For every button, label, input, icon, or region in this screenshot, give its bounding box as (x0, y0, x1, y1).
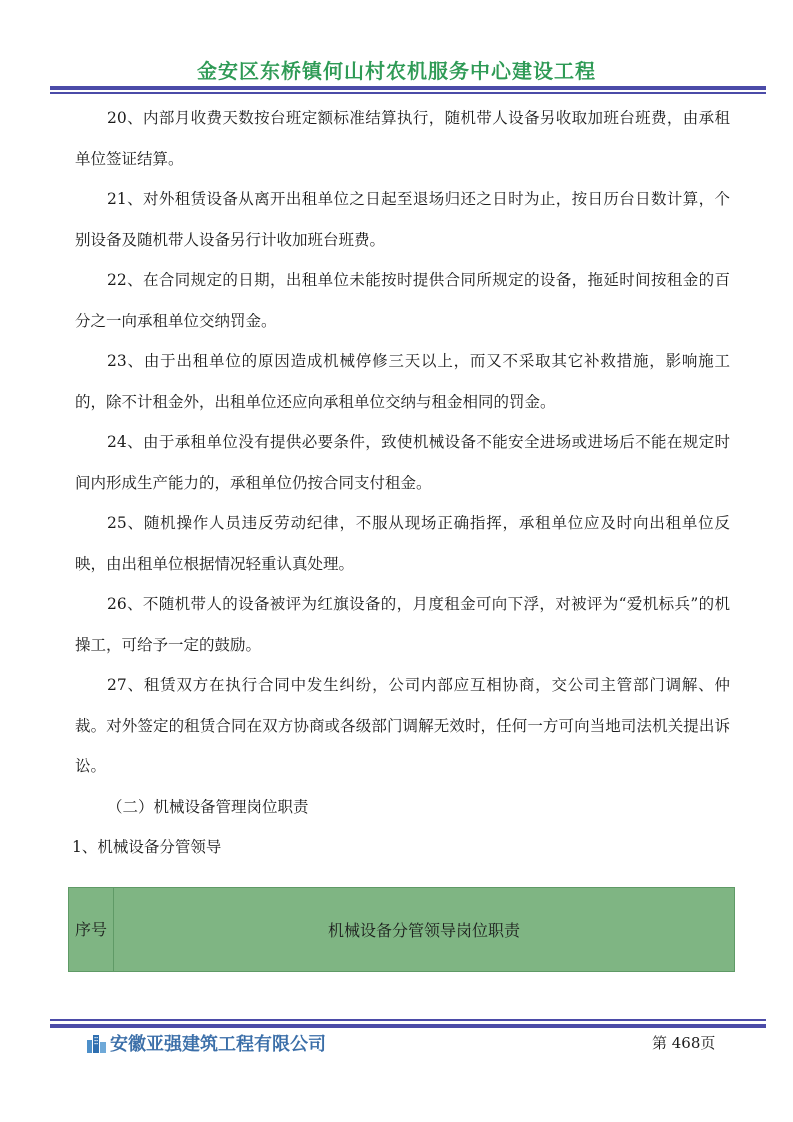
company-name: 安徽亚强建筑工程有限公司 (110, 1034, 326, 1055)
building-logo-icon (86, 1032, 108, 1054)
table-seq-header: 序号 (69, 888, 114, 972)
paragraph-23: 23、由于出租单位的原因造成机械停修三天以上，而又不采取其它补救措施，影响施工的，除不计租金外，出租单位还应向承租单位交纳与租金相同的罚金。 (75, 352, 730, 411)
paragraph-27: 27、租赁双方在执行合同中发生纠纷，公司内部应互相协商，交公司主管部门调解、仲裁。对外签定的租赁合同在双方协商或各级部门调解无效时，任何一方可向当地司法机关提出诉讼。 (75, 676, 730, 775)
page-footer (0, 1030, 793, 1060)
document-header-title: 金安区东桥镇何山村农机服务中心建设工程 (197, 59, 596, 83)
footer-rule-thin (50, 1019, 766, 1021)
document-body (72, 98, 730, 868)
table-header-row (69, 888, 735, 972)
header-rule-thin (50, 92, 766, 94)
section-subheading: 1、机械设备分管领导 (72, 838, 222, 856)
duty-table (68, 887, 735, 972)
paragraph-21: 21、对外租赁设备从离开出租单位之日起至退场归还之日时为止，按日历台日数计算，个别设备及随机带人设备另行计收加班台班费。 (75, 190, 730, 249)
paragraph-20: 20、内部月收费天数按台班定额标准结算执行，随机带人设备另收取加班台班费，由承租单位签证结算。 (75, 109, 730, 168)
paragraph-26: 26、不随机带人的设备被评为红旗设备的，月度租金可向下浮，对被评为“爱机标兵”的机操工，可给予一定的鼓励。 (75, 595, 730, 654)
section-heading: （二）机械设备管理岗位职责 (107, 797, 309, 816)
paragraph-25: 25、随机操作人员违反劳动纪律，不服从现场正确指挥，承租单位应及时向出租单位反映，由出租单位根据情况轻重认真处理。 (75, 514, 730, 573)
paragraph-24: 24、由于承租单位没有提供必要条件，致使机械设备不能安全进场或进场后不能在规定时间内形成生产能力的，承租单位仍按合同支付租金。 (75, 433, 730, 492)
footer-rule-thick (50, 1024, 766, 1028)
page-number: 第 468页 (652, 1034, 716, 1052)
header-rule-thick (50, 86, 766, 90)
paragraph-22: 22、在合同规定的日期，出租单位未能按时提供合同所规定的设备，拖延时间按租金的百分之一向承租单位交纳罚金。 (75, 271, 730, 330)
table-title-cell: 机械设备分管领导岗位职责 (114, 888, 735, 972)
